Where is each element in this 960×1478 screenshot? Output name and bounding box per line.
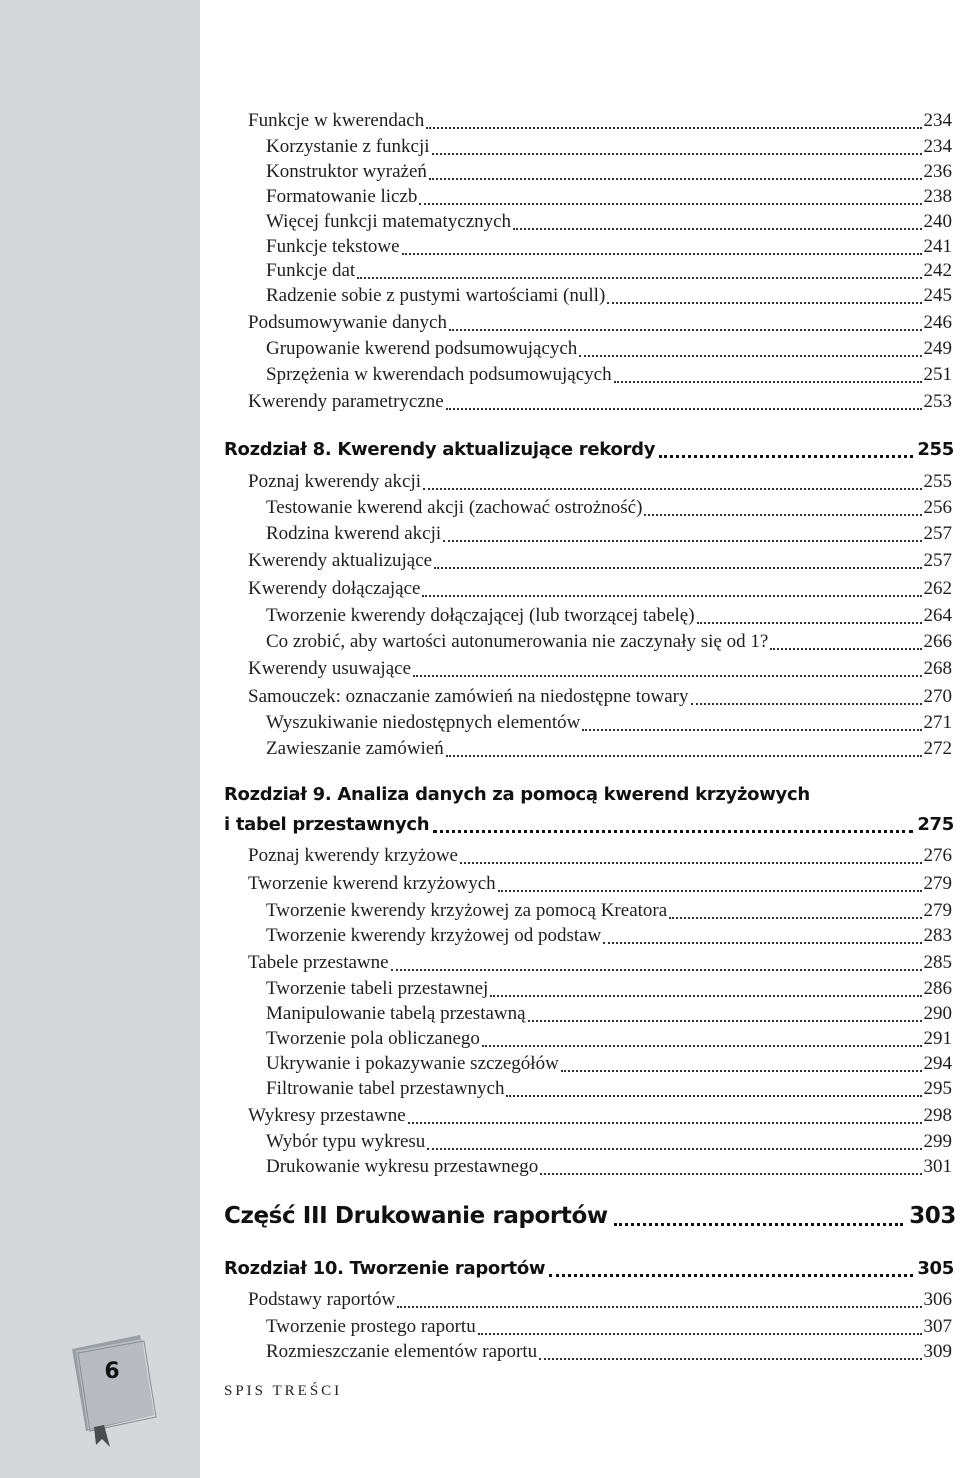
toc-entry[interactable]: Tworzenie prostego raportu 307 — [266, 1316, 952, 1337]
toc-entry[interactable]: Filtrowanie tabel przestawnych 295 — [266, 1078, 952, 1099]
toc-entry[interactable]: Wykresy przestawne 298 — [248, 1105, 952, 1126]
toc-entry[interactable]: Formatowanie liczb 238 — [266, 186, 952, 207]
part-3-heading[interactable]: Część III Drukowanie raportów 303 — [224, 1203, 956, 1229]
chapter-9-heading-cont[interactable]: i tabel przestawnych 275 — [224, 814, 954, 835]
toc-entry[interactable]: Co zrobić, aby wartości autonumerowania nie zaczynały się od 1? 266 — [266, 631, 952, 652]
toc-entry[interactable]: Kwerendy parametryczne 253 — [248, 391, 952, 412]
toc-entry[interactable]: Testowanie kwerend akcji (zachować ostrożność) 256 — [266, 497, 952, 518]
toc-entry[interactable]: Korzystanie z funkcji 234 — [266, 136, 952, 157]
toc-entry[interactable]: Funkcje w kwerendach 234 — [248, 110, 952, 131]
toc-entry[interactable]: Tabele przestawne 285 — [248, 952, 952, 973]
chapter-10-heading[interactable]: Rozdział 10. Tworzenie raportów 305 — [224, 1258, 954, 1279]
chapter-8-heading[interactable]: Rozdział 8. Kwerendy aktualizujące rekordy 255 — [224, 439, 954, 460]
book-icon — [70, 1335, 160, 1447]
toc-entry[interactable]: Samouczek: oznaczanie zamówień na niedostępne towary 270 — [248, 686, 952, 707]
toc-entry[interactable]: Wyszukiwanie niedostępnych elementów 271 — [266, 712, 952, 733]
toc-entry[interactable]: Tworzenie kwerend krzyżowych 279 — [248, 873, 952, 894]
toc-entry[interactable]: Funkcje tekstowe 241 — [266, 236, 952, 257]
toc-entry[interactable]: Tworzenie kwerendy krzyżowej za pomocą Kreatora 279 — [266, 900, 952, 921]
toc-entry[interactable]: Manipulowanie tabelą przestawną 290 — [266, 1003, 952, 1024]
toc-entry[interactable]: Tworzenie kwerendy dołączającej (lub tworzącej tabelę) 264 — [266, 605, 952, 626]
toc-entry[interactable]: Sprzężenia w kwerendach podsumowujących 251 — [266, 364, 952, 385]
toc-entry[interactable]: Podstawy raportów 306 — [248, 1289, 952, 1310]
toc-entry[interactable]: Podsumowywanie danych 246 — [248, 312, 952, 333]
toc-entry[interactable]: Poznaj kwerendy akcji 255 — [248, 471, 952, 492]
side-band — [0, 0, 200, 1478]
page-number-badge — [70, 1335, 160, 1447]
toc-entry[interactable]: Wybór typu wykresu 299 — [266, 1131, 952, 1152]
toc-entry[interactable]: Drukowanie wykresu przestawnego 301 — [266, 1156, 952, 1177]
toc-entry[interactable]: Tworzenie pola obliczanego 291 — [266, 1028, 952, 1049]
toc-entry[interactable]: Więcej funkcji matematycznych 240 — [266, 211, 952, 232]
chapter-9-heading[interactable]: Rozdział 9. Analiza danych za pomocą kwerend krzyżowych — [224, 784, 810, 805]
section-label: SPIS TREŚCI — [224, 1383, 343, 1399]
toc-entry[interactable]: Kwerendy dołączające 262 — [248, 578, 952, 599]
toc-entry[interactable]: Kwerendy aktualizujące 257 — [248, 550, 952, 571]
toc-entry[interactable]: Tworzenie kwerendy krzyżowej od podstaw 283 — [266, 925, 952, 946]
toc-entry[interactable]: Kwerendy usuwające 268 — [248, 658, 952, 679]
toc-entry[interactable]: Ukrywanie i pokazywanie szczegółów 294 — [266, 1053, 952, 1074]
toc-entry[interactable]: Rodzina kwerend akcji 257 — [266, 523, 952, 544]
page-number: 6 — [104, 1359, 120, 1384]
toc-entry[interactable]: Konstruktor wyrażeń 236 — [266, 161, 952, 182]
toc-entry[interactable]: Tworzenie tabeli przestawnej 286 — [266, 978, 952, 999]
toc-entry[interactable]: Rozmieszczanie elementów raportu 309 — [266, 1341, 952, 1362]
toc-entry[interactable]: Zawieszanie zamówień 272 — [266, 738, 952, 759]
toc-entry[interactable]: Radzenie sobie z pustymi wartościami (null) 245 — [266, 285, 952, 306]
toc-entry[interactable]: Funkcje dat 242 — [266, 260, 952, 281]
toc-entry[interactable]: Grupowanie kwerend podsumowujących 249 — [266, 338, 952, 359]
toc-entry[interactable]: Poznaj kwerendy krzyżowe 276 — [248, 845, 952, 866]
